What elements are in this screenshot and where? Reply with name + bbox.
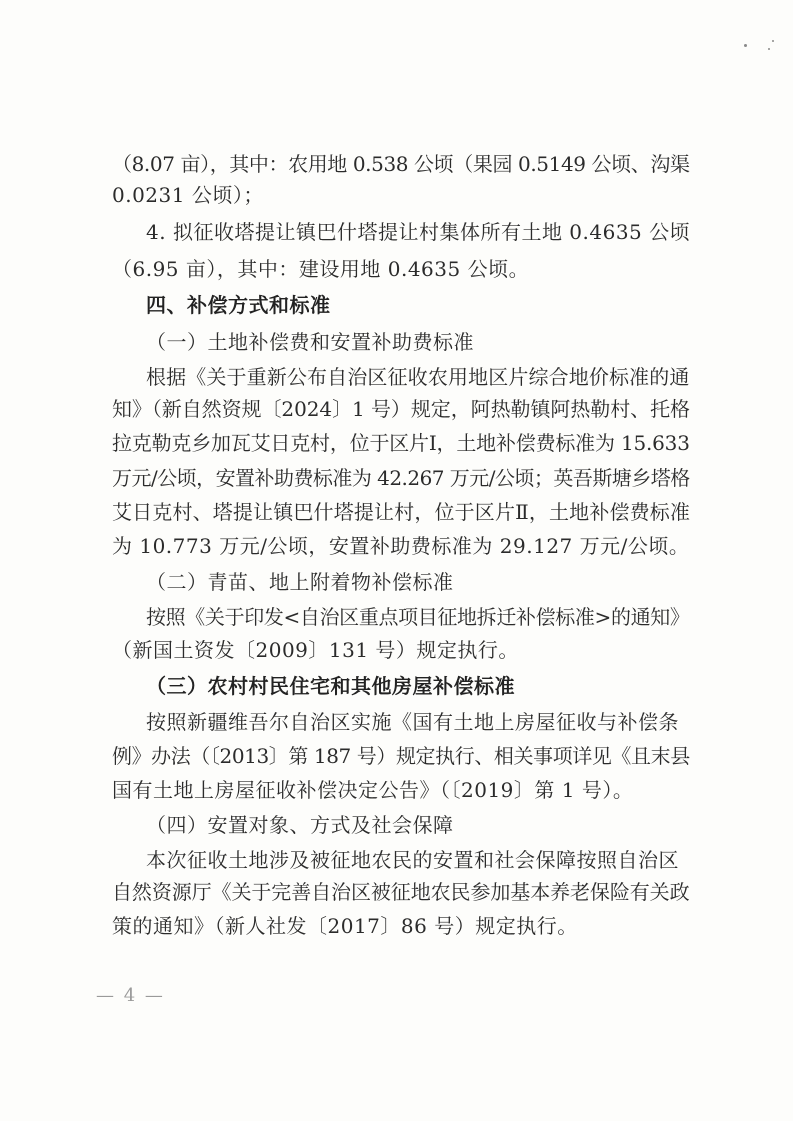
text-line-22: 自然资源厅《关于完善自治区被征地农民参加基本养老保险有关政 (112, 880, 690, 904)
section-heading-4: 四、补偿方式和标准 (146, 293, 331, 317)
text-line-3: 4. 拟征收塔提让镇巴什塔提让村集体所有土地 0.4635 公顷 (146, 220, 691, 244)
subsection-heading-1: （一）土地补偿费和安置补助费标准 (146, 330, 474, 354)
text-line-2: 0.0231 公顷）； (112, 183, 264, 207)
text-line-10: 万元/公顷，安置补助费标准为 42.267 万元/公顷；英吾斯塘乡塔格 (112, 466, 690, 490)
text-line-9: 拉克勒克乡加瓦艾日克村，位于区片Ⅰ，土地补偿费标准为 15.633 (112, 431, 690, 455)
text-line-19: 国有土地上房屋征收补偿决定公告》（〔2019〕第 1 号）。 (112, 778, 634, 802)
subsection-heading-3: （三）农村村民住宅和其他房屋补偿标准 (146, 674, 515, 698)
scan-speck (772, 40, 774, 42)
scan-speck (768, 48, 770, 50)
subsection-heading-2: （二）青苗、地上附着物补偿标准 (146, 570, 454, 594)
text-line-1: （8.07 亩），其中：农用地 0.538 公顷（果园 0.5149 公顷、沟渠 (112, 152, 690, 176)
text-line-23: 策的通知》（新人社发〔2017〕86 号）规定执行。 (112, 914, 578, 938)
text-line-18: 例》办法（〔2013〕第 187 号）规定执行、相关事项详见《且末县 (112, 744, 690, 768)
page-number: — 4 — (96, 985, 165, 1006)
text-line-17: 按照新疆维吾尔自治区实施《国有土地上房屋征收与补偿条 (146, 710, 679, 734)
text-line-8: 知》（新自然资规〔2024〕1 号）规定，阿热勒镇阿热勒村、托格 (112, 397, 690, 421)
text-line-4: （6.95 亩），其中：建设用地 0.4635 公顷。 (112, 257, 530, 281)
scan-speck (744, 44, 747, 47)
text-line-14: 按照《关于印发<自治区重点项目征地拆迁补偿标准>的通知》 (146, 605, 690, 629)
text-line-7: 根据《关于重新公布自治区征收农用地区片综合地价标准的通 (146, 365, 690, 389)
text-line-15: （新国土资发〔2009〕131 号）规定执行。 (112, 638, 519, 662)
text-line-12: 为 10.773 万元/公顷，安置补助费标准为 29.127 万元/公顷。 (112, 534, 690, 558)
text-line-21: 本次征收土地涉及被征地农民的安置和社会保障按照自治区 (146, 848, 679, 872)
subsection-heading-4: （四）安置对象、方式及社会保障 (146, 813, 454, 837)
text-line-11: 艾日克村、塔提让镇巴什塔提让村，位于区片Ⅱ，土地补偿费标准 (112, 500, 691, 524)
